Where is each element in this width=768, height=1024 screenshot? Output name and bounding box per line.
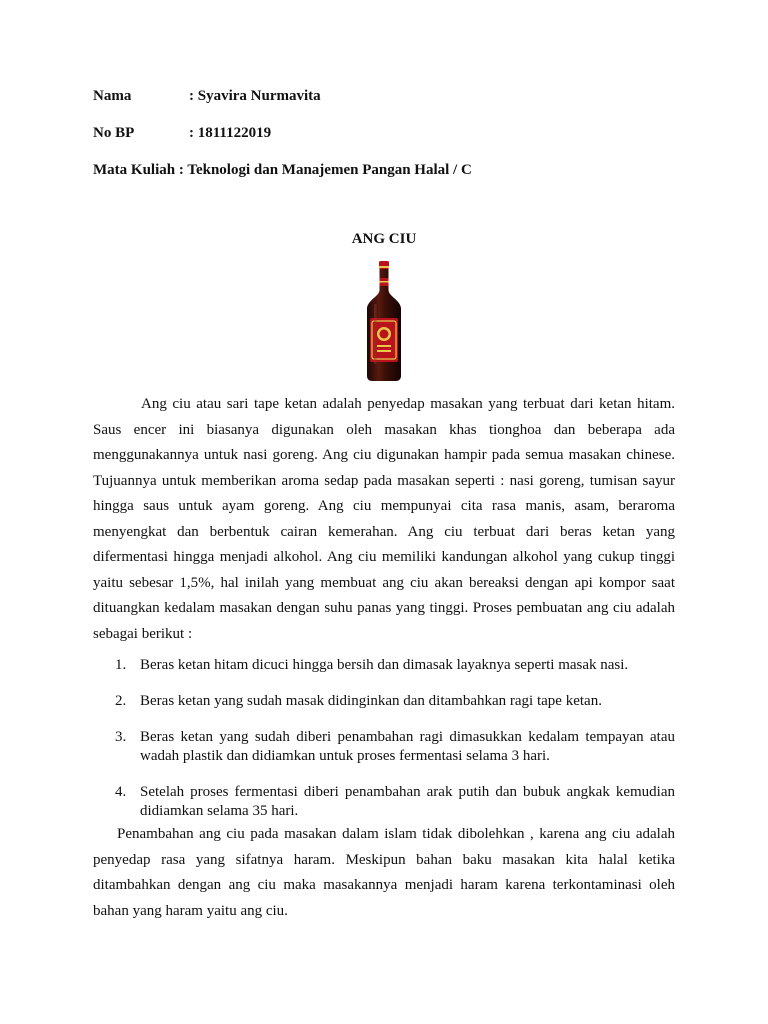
nama-label: Nama	[93, 88, 132, 104]
list-item	[93, 692, 675, 711]
step-text: Beras ketan yang sudah diberi penambahan ragi dimasukkan kedalam tempayan atau wadah plastik dan didiamkan untuk proses fermentasi selama 3 hari.	[140, 729, 675, 764]
nobp-value: : 1811122019	[189, 125, 272, 141]
ang-ciu-bottle-icon	[362, 260, 406, 382]
step-number: 3.	[115, 729, 127, 745]
process-steps-list	[93, 656, 675, 838]
step-number: 4.	[115, 784, 127, 800]
document-title: ANG CIU	[351, 231, 417, 247]
conclusion-paragraph: Penambahan ang ciu pada masakan dalam islam tidak dibolehkan , karena ang ciu adalah penyedap rasa yang sifatnya haram. Meskipun bahan baku masakan kita halal ketika ditambahkan dengan ang ciu maka masakannya menjadi haram karena terkontaminasi oleh bahan yang haram yaitu ang ciu.	[93, 826, 675, 919]
step-text: Setelah proses fermentasi diberi penambahan arak putih dan bubuk angkak kemudian didiamkan selama 35 hari.	[140, 784, 675, 819]
step-number: 1.	[115, 657, 127, 673]
list-item	[93, 783, 675, 821]
matakuliah-text: Mata Kuliah : Teknologi dan Manajemen Pangan Halal / C	[93, 162, 472, 178]
list-item	[93, 656, 675, 675]
intro-paragraph: Ang ciu atau sari tape ketan adalah penyedap masakan yang terbuat dari ketan hitam. Saus encer ini biasanya digunakan oleh masakan khas tionghoa dan beberapa ada menggunakannya untuk nasi goreng. Ang ciu digunakan hampir pada semua masakan chinese. Tujuannya untuk memberikan aroma sedap pada masakan seperti : nasi goreng, tumisan sayur hingga saus untuk ayam goreng. Ang ciu mempunyai cita rasa manis, asam, beraroma menyengkat dan berbentuk cairan kemerahan. Ang ciu terbuat dari beras ketan yang difermentasi hingga menjadi alkohol. Ang ciu memiliki kandungan alkohol yang cukup tinggi yaitu sebesar 1,5%, hal inilah yang membuat ang ciu akan bereaksi dengan api kompor saat dituangkan kedalam masakan dengan suhu panas yang tinggi. Proses pembuatan ang ciu adalah sebagai berikut :	[93, 396, 675, 642]
header-nama-row	[93, 88, 321, 105]
step-number: 2.	[115, 693, 127, 709]
nobp-label: No BP	[93, 125, 135, 141]
step-text: Beras ketan hitam dicuci hingga bersih dan dimasak layaknya seperti masak nasi.	[140, 657, 629, 673]
list-item	[93, 728, 675, 766]
header-matakuliah-row	[93, 162, 472, 179]
header-nobp-row	[93, 125, 272, 142]
nama-value: : Syavira Nurmavita	[189, 88, 321, 104]
step-text: Beras ketan yang sudah masak didinginkan dan ditambahkan ragi tape ketan.	[140, 693, 602, 709]
